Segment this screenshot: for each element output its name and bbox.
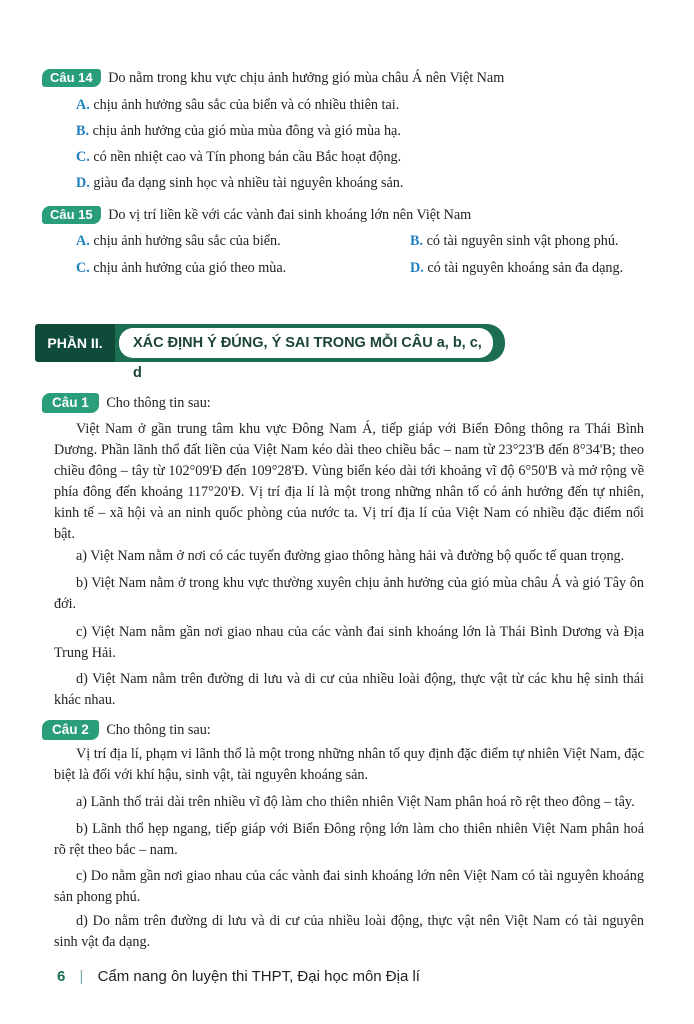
part-2-label: PHẦN II.	[35, 324, 115, 362]
part2-question-1-statement-b[interactable]: b) Việt Nam nằm ở trong khu vực thường xuyên chịu ảnh hưởng của gió mùa châu Á và gió Tây ôn đới.	[54, 575, 644, 612]
option-text: chịu ảnh hưởng của gió theo mùa.	[93, 260, 287, 276]
part2-question-1-badge: Câu 1	[42, 393, 99, 413]
footer-separator: |	[79, 968, 84, 985]
q14-option-b[interactable]	[76, 121, 401, 141]
option-letter: B.	[410, 233, 424, 249]
option-letter: B.	[76, 123, 90, 139]
part-2-title: XÁC ĐỊNH Ý ĐÚNG, Ý SAI TRONG MỖI CÂU a, b, c, d	[119, 328, 493, 358]
option-text: giàu đa dạng sinh học và nhiều tài nguyên khoáng sản.	[93, 175, 404, 191]
question-15-stem-line	[42, 205, 471, 225]
option-text: chịu ảnh hưởng sâu sắc của biển.	[93, 233, 281, 249]
q15-option-b[interactable]	[410, 231, 618, 251]
question-14-stem-line	[42, 68, 504, 88]
part2-question-1-statement-c[interactable]: c) Việt Nam nằm gần nơi giao nhau của các vành đai sinh khoáng lớn là Thái Bình Dương và Địa Trung Hải.	[54, 624, 644, 661]
option-letter: C.	[76, 260, 90, 276]
q15-option-c[interactable]	[76, 258, 286, 278]
q15-option-a[interactable]	[76, 231, 281, 251]
part2-question-2-statement-b[interactable]: b) Lãnh thổ hẹp ngang, tiếp giáp với Biển Đông rộng lớn làm cho thiên nhiên Việt Nam phân hoá rõ rệt theo bắc – nam.	[54, 821, 644, 858]
part2-question-2-badge: Câu 2	[42, 720, 99, 740]
part2-question-2-stem-line	[42, 720, 211, 740]
q14-option-a[interactable]	[76, 95, 399, 115]
part2-question-1-statement-d[interactable]: d) Việt Nam nằm trên đường di lưu và di cư của nhiều loài động, thực vật từ các khu hệ sinh thái khác nhau.	[54, 671, 644, 708]
part2-question-1-passage: Việt Nam ở gần trung tâm khu vực Đông Nam Á, tiếp giáp với Biển Đông thông ra Thái Bình Dương. Phần lãnh thổ đất liền của Việt Nam kéo dài theo chiều bắc – nam từ 23°23'B đến 8°34'B; theo chiều đông – tây từ 102°09'Đ đến 109°28'Đ. Vùng biển kéo dài tới khoảng vĩ độ 6°50'B và mở rộng về phía đông đến khoảng 117°20'Đ. Vị trí địa lí là một trong những nhân tố có ảnh hưởng đến tự nhiên, kinh tế – xã hội và an ninh quốc phòng của nước ta. Vị trí địa lí của Việt Nam có nhiều đặc điểm nổi bật.	[54, 421, 644, 542]
option-letter: A.	[76, 97, 90, 113]
part-2-header	[35, 324, 505, 381]
part2-question-1-stem-line	[42, 393, 211, 413]
option-text: có tài nguyên sinh vật phong phú.	[426, 233, 619, 249]
option-text: chịu ảnh hưởng sâu sắc của biển và có nhiều thiên tai.	[93, 97, 400, 113]
option-text: có tài nguyên khoáng sản đa dạng.	[427, 260, 624, 276]
q14-option-c[interactable]	[76, 147, 401, 167]
question-15-stem: Do vị trí liền kề với các vành đai sinh khoáng lớn nên Việt Nam	[108, 207, 472, 223]
option-letter: A.	[76, 233, 90, 249]
part2-question-1-stem: Cho thông tin sau:	[106, 395, 211, 411]
part2-question-2-passage: Vị trí địa lí, phạm vi lãnh thổ là một trong những nhân tố quy định đặc điểm tự nhiên Việt Nam, đặc biệt là đối với khí hậu, sinh vật, tài nguyên khoáng sản.	[54, 746, 644, 783]
part2-question-2-statement-c[interactable]: c) Do nằm gần nơi giao nhau của các vành đai sinh khoáng lớn nên Việt Nam có tài nguyên khoáng sản phong phú.	[54, 868, 644, 905]
question-15-badge: Câu 15	[42, 206, 101, 224]
page-footer	[57, 968, 420, 985]
option-letter: C.	[76, 149, 90, 165]
part2-question-2-statement-d[interactable]: d) Do nằm trên đường di lưu và di cư của nhiều loài động, thực vật nên Việt Nam có tài nguyên sinh vật đa dạng.	[54, 913, 644, 950]
book-title: Cẩm nang ôn luyện thi THPT, Đại học môn Địa lí	[97, 968, 420, 985]
page-number: 6	[57, 968, 66, 985]
part2-question-1-statement-a[interactable]: a) Việt Nam nằm ở nơi có các tuyến đường giao thông hàng hải và đường bộ quốc tế quan trọng.	[76, 548, 625, 564]
option-letter: D.	[76, 175, 90, 191]
q14-option-d[interactable]	[76, 173, 403, 193]
option-text: có nền nhiệt cao và Tín phong bán cầu Bắc hoạt động.	[93, 149, 402, 165]
question-14-stem: Do nằm trong khu vực chịu ảnh hưởng gió mùa châu Á nên Việt Nam	[108, 70, 505, 86]
part2-question-2-stem: Cho thông tin sau:	[106, 722, 211, 738]
q15-option-d[interactable]	[410, 258, 623, 278]
option-text: chịu ảnh hưởng của gió mùa mùa đông và gió mùa hạ.	[92, 123, 401, 139]
part2-question-2-statement-a[interactable]: a) Lãnh thổ trải dài trên nhiều vĩ độ làm cho thiên nhiên Việt Nam phân hoá rõ rệt theo đông – tây.	[76, 794, 635, 810]
option-letter: D.	[410, 260, 424, 276]
question-14-badge: Câu 14	[42, 69, 101, 87]
